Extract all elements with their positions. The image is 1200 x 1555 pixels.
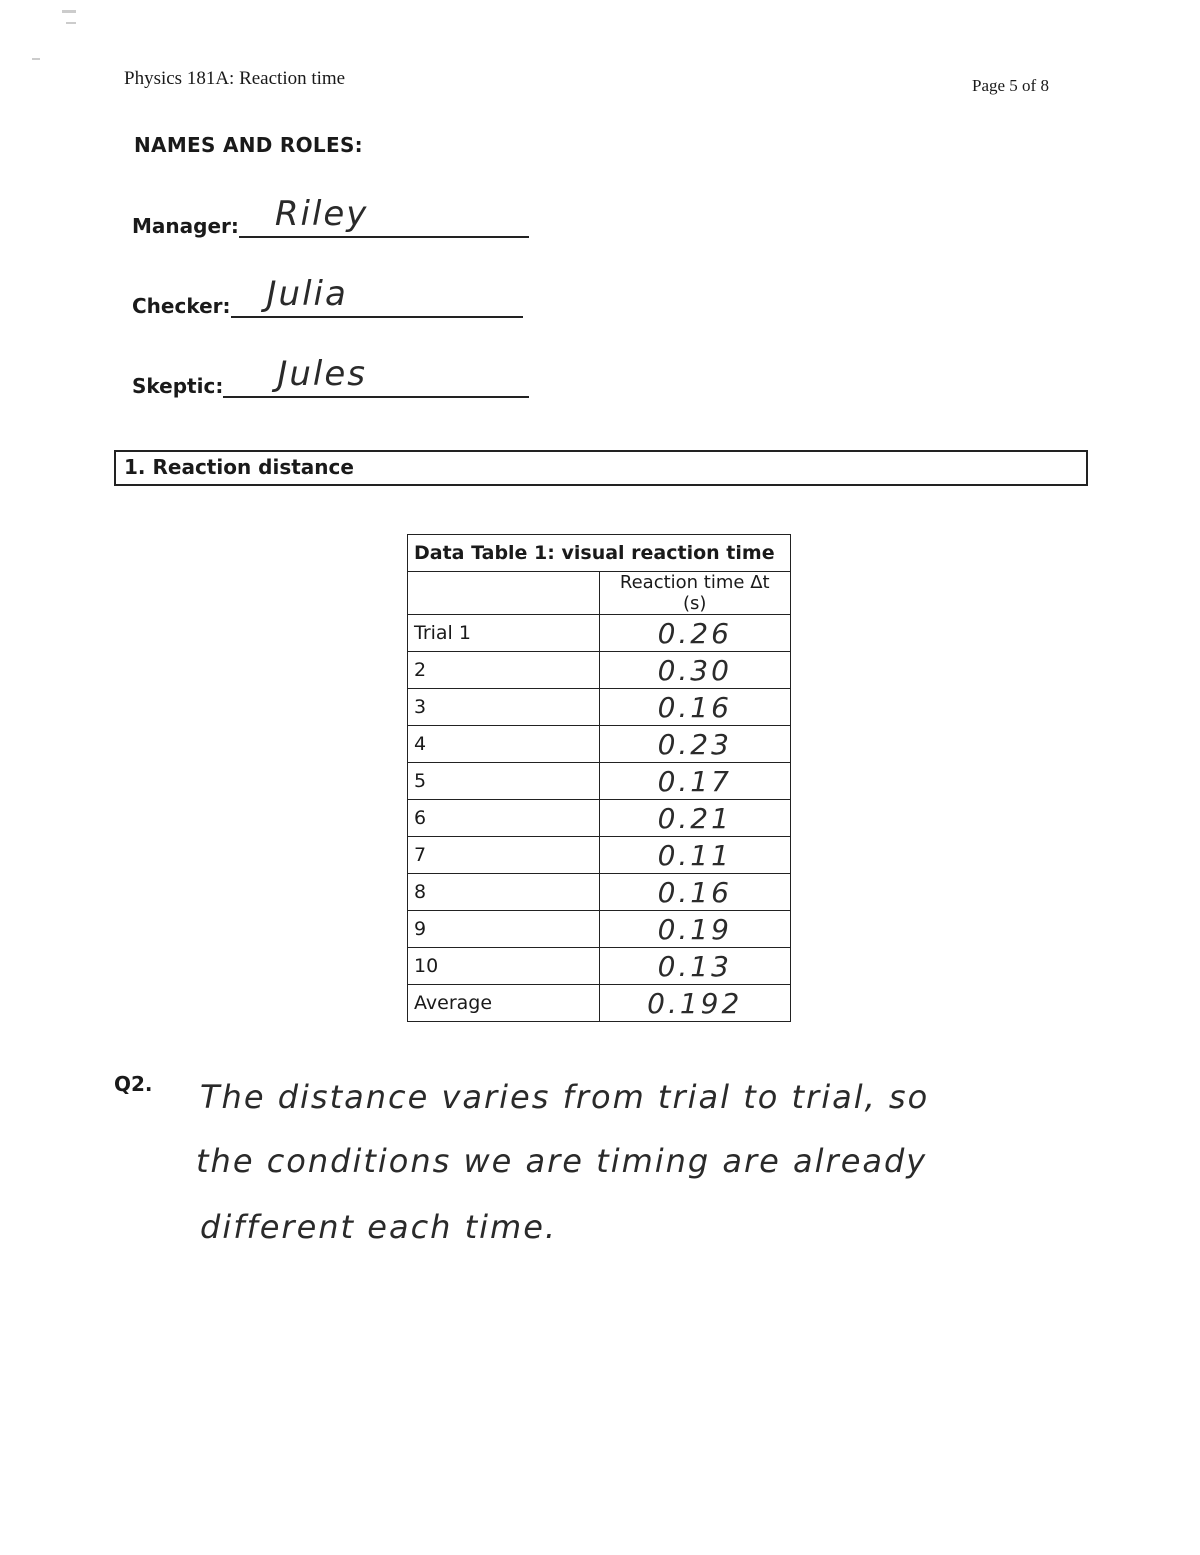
reaction-time-value[interactable]: 0.21 [599, 800, 791, 837]
scan-mark [62, 10, 76, 13]
names-heading: NAMES AND ROLES: [134, 133, 363, 157]
trial-label: Trial 1 [408, 615, 600, 652]
answer-line: The distance varies from trial to trial, so [200, 1078, 930, 1116]
skeptic-field[interactable] [223, 356, 529, 398]
table-row [408, 948, 791, 985]
section-title: 1. Reaction distance [124, 455, 354, 479]
average-label: Average [408, 985, 600, 1022]
table-row [408, 689, 791, 726]
reaction-time-value[interactable]: 0.26 [599, 615, 791, 652]
manager-value: Riley [274, 194, 369, 234]
table-row [408, 652, 791, 689]
skeptic-label: Skeptic: [132, 374, 224, 398]
trial-label: 6 [408, 800, 600, 837]
table-caption-row [408, 535, 791, 572]
checker-field[interactable] [231, 276, 523, 318]
table-row [408, 911, 791, 948]
skeptic-value: Jules [277, 354, 367, 394]
scan-mark [32, 58, 40, 60]
table-row [408, 763, 791, 800]
trial-label: 10 [408, 948, 600, 985]
table-row [408, 615, 791, 652]
table-row [408, 837, 791, 874]
reaction-time-value[interactable]: 0.30 [599, 652, 791, 689]
checker-row [132, 276, 523, 318]
data-table [407, 534, 791, 1022]
reaction-time-value[interactable]: 0.16 [599, 874, 791, 911]
trial-label: 7 [408, 837, 600, 874]
average-value[interactable]: 0.192 [599, 985, 791, 1022]
reaction-time-value[interactable]: 0.11 [599, 837, 791, 874]
page-number: Page 5 of 8 [972, 76, 1049, 95]
reaction-time-value[interactable]: 0.16 [599, 689, 791, 726]
reaction-time-value[interactable]: 0.19 [599, 911, 791, 948]
checker-value: Julia [266, 274, 348, 314]
skeptic-row [132, 356, 529, 398]
table-average-row [408, 985, 791, 1022]
table-column-header: Reaction time Δt (s) [599, 572, 791, 615]
trial-label: 8 [408, 874, 600, 911]
reaction-time-value[interactable]: 0.13 [599, 948, 791, 985]
checker-label: Checker: [132, 294, 231, 318]
table-header-row [408, 572, 791, 615]
trial-label: 3 [408, 689, 600, 726]
table-row [408, 726, 791, 763]
manager-row [132, 196, 529, 238]
answer-line: different each time. [200, 1208, 558, 1246]
reaction-time-value[interactable]: 0.17 [599, 763, 791, 800]
table-row [408, 800, 791, 837]
section-header-box [114, 450, 1088, 486]
scan-mark [66, 22, 76, 24]
table-caption: Data Table 1: visual reaction time [408, 535, 791, 572]
trial-label: 2 [408, 652, 600, 689]
answer-line: the conditions we are timing are already [196, 1142, 928, 1180]
reaction-time-value[interactable]: 0.23 [599, 726, 791, 763]
table-header-empty-cell [408, 572, 600, 615]
trial-label: 4 [408, 726, 600, 763]
trial-label: 5 [408, 763, 600, 800]
manager-field[interactable] [239, 196, 529, 238]
table-row [408, 874, 791, 911]
course-header: Physics 181A: Reaction time [124, 68, 346, 89]
trial-label: 9 [408, 911, 600, 948]
question-2-label: Q2. [114, 1072, 153, 1096]
manager-label: Manager: [132, 214, 239, 238]
